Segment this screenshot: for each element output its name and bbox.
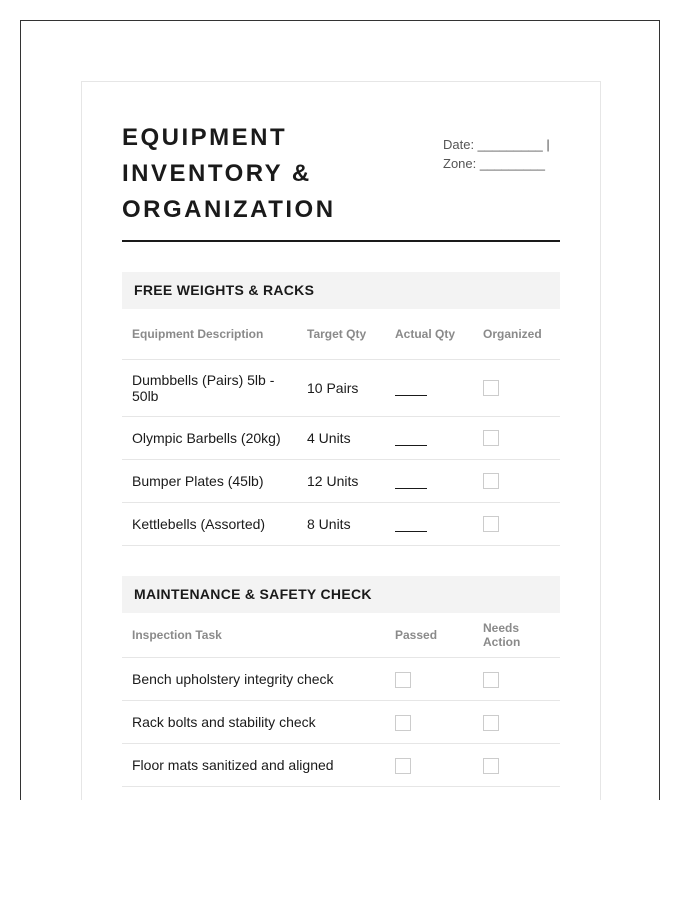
section-title-free-weights: FREE WEIGHTS & RACKS xyxy=(122,272,560,309)
equipment-description: Dumbbells (Pairs) 5lb - 50lb xyxy=(122,359,297,416)
passed-checkbox[interactable] xyxy=(395,715,411,731)
actual-qty-blank[interactable] xyxy=(395,381,427,396)
column-header-description: Equipment Description xyxy=(122,309,297,359)
passed-checkbox[interactable] xyxy=(395,758,411,774)
equipment-description: Olympic Barbells (20kg) xyxy=(122,416,297,459)
table-row xyxy=(122,459,560,502)
needs-action-checkbox[interactable] xyxy=(483,758,499,774)
actual-qty-blank[interactable] xyxy=(395,517,427,532)
page-title xyxy=(122,120,382,228)
table-row xyxy=(122,658,560,701)
actual-qty-blank[interactable] xyxy=(395,431,427,446)
title-line: ORGANIZATION xyxy=(122,196,336,223)
date-field: Date: _________ | xyxy=(443,137,550,152)
document-frame xyxy=(20,20,660,800)
equipment-description: Kettlebells (Assorted) xyxy=(122,502,297,545)
table-row xyxy=(122,744,560,787)
table-row xyxy=(122,502,560,545)
column-header-needs-action: Needs Action xyxy=(473,613,560,658)
table-row xyxy=(122,416,560,459)
organized-checkbox[interactable] xyxy=(483,473,499,489)
target-qty: 10 Pairs xyxy=(297,359,385,416)
sheet-content xyxy=(122,82,560,787)
column-header-passed: Passed xyxy=(385,613,473,658)
table-row xyxy=(122,701,560,744)
target-qty: 8 Units xyxy=(297,502,385,545)
table-header-row xyxy=(122,309,560,359)
target-qty: 4 Units xyxy=(297,416,385,459)
inventory-sheet xyxy=(81,81,601,800)
actual-qty-blank[interactable] xyxy=(395,474,427,489)
maintenance-table xyxy=(122,613,560,788)
column-header-organized: Organized xyxy=(473,309,560,359)
organized-checkbox[interactable] xyxy=(483,430,499,446)
date-zone-block xyxy=(443,135,550,173)
needs-action-checkbox[interactable] xyxy=(483,672,499,688)
title-line: EQUIPMENT xyxy=(122,124,288,151)
target-qty: 12 Units xyxy=(297,459,385,502)
column-header-inspection-task: Inspection Task xyxy=(122,613,385,658)
inspection-task: Floor mats sanitized and aligned xyxy=(122,744,385,787)
column-header-target-qty: Target Qty xyxy=(297,309,385,359)
title-line: INVENTORY & xyxy=(122,160,312,187)
organized-checkbox[interactable] xyxy=(483,380,499,396)
passed-checkbox[interactable] xyxy=(395,672,411,688)
column-header-actual-qty: Actual Qty xyxy=(385,309,473,359)
inspection-task: Rack bolts and stability check xyxy=(122,701,385,744)
equipment-description: Bumper Plates (45lb) xyxy=(122,459,297,502)
section-title-maintenance: MAINTENANCE & SAFETY CHECK xyxy=(122,576,560,613)
free-weights-table xyxy=(122,309,560,546)
sheet-header xyxy=(122,82,560,242)
needs-action-checkbox[interactable] xyxy=(483,715,499,731)
organized-checkbox[interactable] xyxy=(483,516,499,532)
table-header-row xyxy=(122,613,560,658)
table-row xyxy=(122,359,560,416)
zone-field: Zone: _________ xyxy=(443,156,545,171)
inspection-task: Bench upholstery integrity check xyxy=(122,658,385,701)
